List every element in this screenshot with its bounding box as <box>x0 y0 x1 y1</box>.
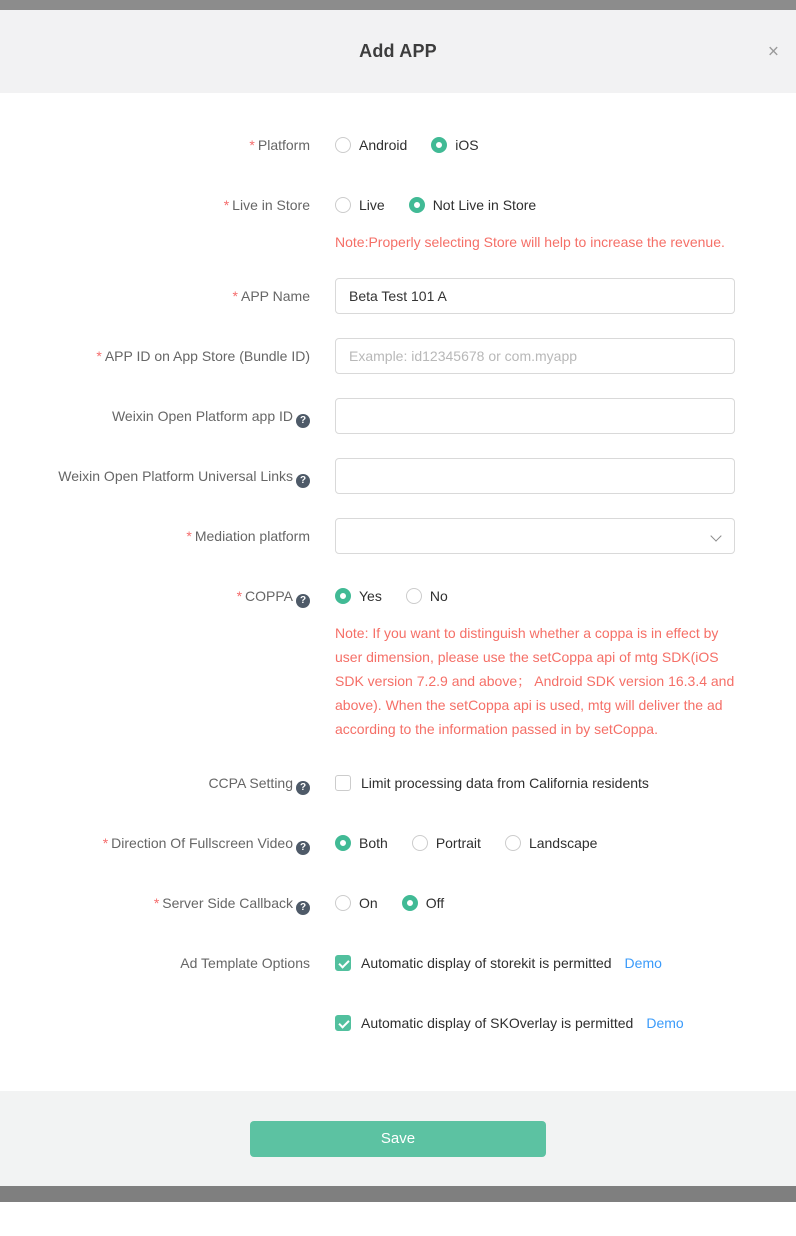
skoverlay-demo-link[interactable]: Demo <box>646 1015 684 1031</box>
coppa-note: Note: If you want to distinguish whether a coppa is in effect by user dimension, please use the setCoppa api of mtg SDK(iOS SDK version 7.2.9 and above； Android SDK version 16.3.4 and above). When the setCoppa api is used, mtg will deliver the ad according to the information passed in by setCoppa. <box>335 625 735 737</box>
app-id-label: * APP ID on App Store (Bundle ID) <box>96 348 310 364</box>
ccpa-setting-label: CCPA Setting ? <box>0 765 310 801</box>
help-icon[interactable]: ? <box>296 414 310 428</box>
radio-checked-icon <box>335 588 351 604</box>
app-id-input[interactable] <box>335 338 735 374</box>
storekit-demo-link[interactable]: Demo <box>624 955 662 971</box>
app-name-input[interactable] <box>335 278 735 314</box>
modal-footer <box>0 1091 796 1186</box>
chevron-down-icon <box>710 530 721 541</box>
required-marker: * <box>102 835 109 851</box>
radio-checked-icon <box>431 137 447 153</box>
help-icon[interactable]: ? <box>296 594 310 608</box>
radio-unchecked-icon <box>335 895 351 911</box>
row-platform <box>0 127 796 163</box>
row-ad-template-options <box>0 945 796 981</box>
platform-radio-ios[interactable]: iOS <box>431 137 478 153</box>
weixin-universal-links-input[interactable] <box>335 458 735 494</box>
server-callback-label: * Server Side Callback ? <box>0 885 310 921</box>
required-marker: * <box>232 288 238 304</box>
ad-template-options-label: Ad Template Options <box>180 955 310 971</box>
radio-unchecked-icon <box>335 197 351 213</box>
coppa-label: * COPPA ? <box>0 578 310 614</box>
radio-checked-icon <box>335 835 351 851</box>
required-marker: * <box>249 137 255 153</box>
checkbox-unchecked-icon <box>335 775 351 791</box>
weixin-app-id-label: Weixin Open Platform app ID ? <box>0 398 310 434</box>
required-marker: * <box>223 197 230 213</box>
required-marker: * <box>153 895 160 911</box>
required-marker: * <box>96 348 102 364</box>
radio-unchecked-icon <box>505 835 521 851</box>
required-marker: * <box>236 588 243 604</box>
row-app-name <box>0 278 796 314</box>
storekit-checkbox[interactable]: Automatic display of storekit is permitted <box>335 955 612 971</box>
row-weixin-app-id <box>0 398 796 434</box>
row-coppa <box>0 578 796 741</box>
direction-radio-both[interactable]: Both <box>335 835 388 851</box>
live-in-store-label: * Live in Store <box>223 197 310 213</box>
checkbox-checked-icon <box>335 1015 351 1031</box>
ccpa-checkbox[interactable]: Limit processing data from California residents <box>335 775 649 791</box>
row-live-in-store <box>0 187 796 254</box>
modal-title: Add APP <box>359 41 437 61</box>
row-ccpa-setting <box>0 765 796 801</box>
row-weixin-universal-links <box>0 458 796 494</box>
skoverlay-checkbox[interactable]: Automatic display of SKOverlay is permitted <box>335 1015 633 1031</box>
add-app-form <box>0 93 796 1091</box>
mediation-platform-select[interactable] <box>335 518 735 554</box>
direction-radio-landscape[interactable]: Landscape <box>505 835 598 851</box>
coppa-radio-no[interactable]: No <box>406 588 448 604</box>
row-server-side-callback <box>0 885 796 921</box>
server-callback-radio-on[interactable]: On <box>335 895 378 911</box>
radio-unchecked-icon <box>406 588 422 604</box>
help-icon[interactable]: ? <box>296 841 310 855</box>
live-in-store-note: Note:Properly selecting Store will help to increase the revenue. <box>335 234 725 250</box>
live-radio-live[interactable]: Live <box>335 197 385 213</box>
checkbox-checked-icon <box>335 955 351 971</box>
close-icon[interactable]: × <box>767 41 779 62</box>
radio-unchecked-icon <box>412 835 428 851</box>
row-ad-template-options-2 <box>0 1005 796 1041</box>
required-marker: * <box>186 528 192 544</box>
row-direction-fullscreen-video <box>0 825 796 861</box>
save-button[interactable]: Save <box>250 1121 546 1157</box>
radio-unchecked-icon <box>335 137 351 153</box>
direction-radio-portrait[interactable]: Portrait <box>412 835 481 851</box>
help-icon[interactable]: ? <box>296 781 310 795</box>
radio-checked-icon <box>402 895 418 911</box>
platform-label: * Platform <box>249 137 310 153</box>
add-app-modal <box>0 10 796 1186</box>
server-callback-radio-off[interactable]: Off <box>402 895 444 911</box>
help-icon[interactable]: ? <box>296 474 310 488</box>
modal-header <box>0 10 796 93</box>
coppa-radio-yes[interactable]: Yes <box>335 588 382 604</box>
app-name-label: * APP Name <box>232 288 310 304</box>
page-bottom-bar <box>0 1186 796 1202</box>
row-mediation-platform <box>0 518 796 554</box>
weixin-app-id-input[interactable] <box>335 398 735 434</box>
row-app-id <box>0 338 796 374</box>
live-radio-not-live[interactable]: Not Live in Store <box>409 197 537 213</box>
page-top-bar <box>0 0 796 10</box>
platform-radio-android[interactable]: Android <box>335 137 407 153</box>
direction-label: * Direction Of Fullscreen Video ? <box>0 825 310 861</box>
mediation-platform-label: * Mediation platform <box>186 528 310 544</box>
radio-checked-icon <box>409 197 425 213</box>
weixin-universal-links-label: Weixin Open Platform Universal Links ? <box>0 458 310 494</box>
help-icon[interactable]: ? <box>296 901 310 915</box>
